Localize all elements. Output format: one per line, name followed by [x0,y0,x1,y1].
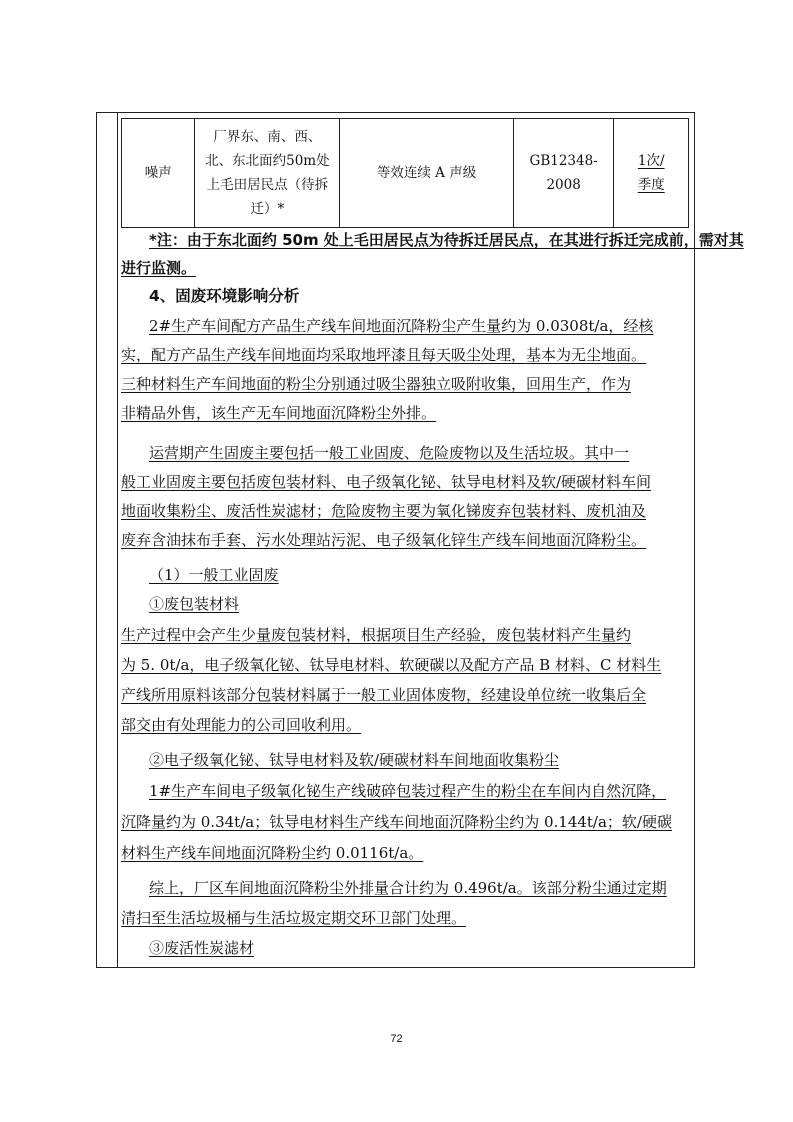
indicator-cell [340,119,513,228]
pollutant-cell [122,119,195,228]
page-number: 72 [390,1033,403,1045]
paragraph-line: 1#生产车间电子级氧化铋生产线破碎包装过程产生的粉尘在车间内自然沉降， [149,782,667,800]
paragraph-line: 三种材料生产车间地面的粉尘分别通过吸尘器独立吸附收集，回用生产，作为 [121,375,632,393]
standard-line: GB12348- [529,153,598,169]
frequency-line: 1次/ [637,153,665,169]
paragraph-line: 部交由有处理能力的公司回收利用。 [121,716,362,734]
table-row [122,119,689,228]
monitoring-table [121,118,689,228]
location-line: 北、东北面约50m处 [205,153,330,169]
location-cell [195,119,340,228]
paragraph-line: 实，配方产品生产线车间地面均采取地坪漆且每天吸尘处理，基本为无尘地面。 [121,346,647,364]
frame-inner-divider [117,112,118,968]
section-heading: 4、固废环境影响分析 [149,287,300,305]
paragraph-line: 般工业固废主要包括废包装材料、电子级氧化铋、钛导电材料及软/硬碳材料车间 [121,473,652,491]
item-title: ①废包装材料 [149,595,240,613]
paragraph-line: 运营期产生固废主要包括一般工业固废、危险废物以及生活垃圾。其中一 [149,444,630,462]
paragraph-line: 综上，厂区车间地面沉降粉尘外排量合计约为 0.496t/a。该部分粉尘通过定期 [149,879,667,897]
paragraph-line: 生产过程中会产生少量废包装材料，根据项目生产经验，废包装材料产生量约 [121,626,632,644]
pollutant-label: 噪声 [144,165,172,181]
indicator-label: 等效连续 A 声级 [376,165,477,181]
subsection-title: （1）一般工业固废 [149,566,279,584]
note-line: *注：由于东北面约 50m 处上毛田居民点为待拆迁居民点，在其进行拆迁完成前，需对其 [149,231,744,249]
paragraph-line: 清扫至生活垃圾桶与生活垃圾定期交环卫部门处理。 [121,909,467,927]
location-line: 迁）* [250,201,285,217]
paragraph-line: 2#生产车间配方产品生产线车间地面沉降粉尘产生量约为 0.0308t/a，经核 [149,317,654,335]
note-line: 进行监测。 [121,259,197,277]
location-line: 上毛田居民点（待拆 [206,177,329,193]
standard-cell [513,119,614,228]
paragraph-line: 产线所用原料该部分包装材料属于一般工业固体废物，经建设单位统一收集后全 [121,686,647,704]
item-title: ②电子级氧化铋、钛导电材料及软/硬碳材料车间地面收集粉尘 [149,751,560,769]
frequency-line: 季度 [637,177,665,193]
paragraph-line: 材料生产线车间地面沉降粉尘约 0.0116t/a。 [121,844,424,862]
standard-line: 2008 [546,177,581,193]
paragraph-line: 沉降量约为 0.34t/a；钛导电材料生产线车间地面沉降粉尘约为 0.144t/a；软/硬碳 [121,813,672,831]
paragraph-line: 为 5. 0t/a，电子级氧化铋、钛导电材料、软硬碳以及配方产品 B 材料、C 材料生 [121,656,662,674]
paragraph-line: 废弃含油抹布手套、污水处理站污泥、电子级氧化锌生产线车间地面沉降粉尘。 [121,531,647,549]
item-title: ③废活性炭滤材 [149,939,255,957]
paragraph-line: 非精品外售，该生产无车间地面沉降粉尘外排。 [121,404,437,422]
location-line: 厂界东、南、西、 [213,129,322,145]
paragraph-line: 地面收集粉尘、废活性炭滤材；危险废物主要为氧化锑废弃包装材料、废机油及 [121,502,647,520]
frequency-cell [614,119,689,228]
